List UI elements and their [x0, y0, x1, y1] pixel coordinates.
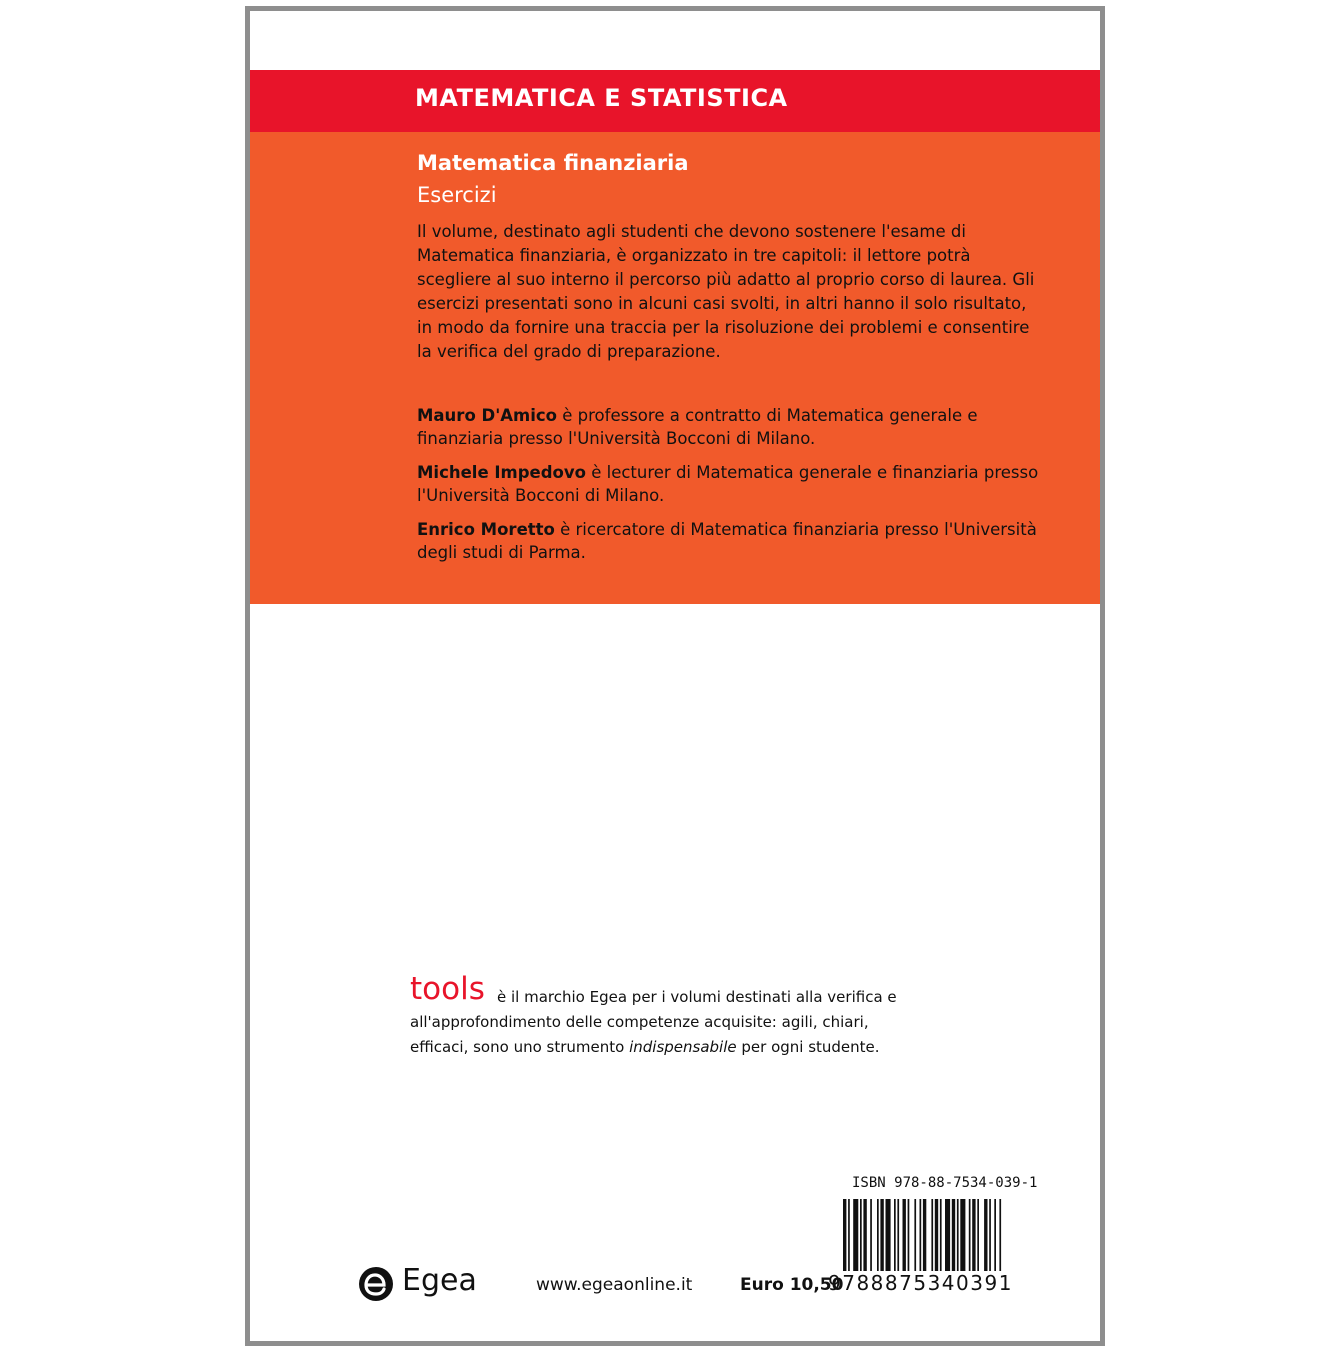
author-bio-text: è lecturer di Matematica generale e finanziaria presso [585, 463, 1039, 482]
book-subtitle: Esercizi [417, 183, 497, 207]
tools-text-line: all'approfondimento delle competenze acquisite: agili, chiari, [410, 1013, 869, 1031]
author-bio-text: è ricercatore di Matematica finanziaria presso l'Università [554, 520, 1037, 539]
tools-text-line [410, 1038, 880, 1056]
tools-brand-word: tools [410, 971, 485, 1007]
book-back-cover [245, 6, 1105, 1346]
book-title: Matematica finanziaria [417, 151, 689, 175]
author-name: Michele Impedovo [417, 463, 586, 482]
isbn: ISBN 978-88-7534-039-1 [852, 1175, 1038, 1191]
author-bio-text: è professore a contratto di Matematica generale e [557, 406, 978, 425]
author-bio-text: degli studi di Parma. [417, 543, 586, 562]
author-name: Enrico Moretto [417, 520, 555, 539]
author-bio-text: l'Università Bocconi di Milano. [417, 486, 665, 505]
description-line: Il volume, destinato agli studenti che devono sostenere l'esame di [417, 222, 966, 241]
price: Euro 10,50 [740, 1275, 844, 1295]
publisher-website: www.egeaonline.it [536, 1275, 693, 1295]
tools-text-line: è il marchio Egea per i volumi destinati alla verifica e [497, 988, 897, 1006]
author-bio-damico [417, 404, 1057, 450]
author-bio-moretto [417, 518, 1057, 564]
description-line: Matematica finanziaria, è organizzato in tre capitoli: il lettore potrà [417, 246, 971, 265]
category-label: MATEMATICA E STATISTICA [415, 84, 788, 112]
author-name: Mauro D'Amico [417, 406, 558, 425]
book-description [417, 220, 1047, 364]
description-line: in modo da fornire una traccia per la risoluzione dei problemi e consentire [417, 318, 1030, 337]
description-line: scegliere al suo interno il percorso più adatto al proprio corso di laurea. Gli [417, 270, 1035, 289]
tools-text-segment: efficaci, sono uno strumento [410, 1038, 630, 1056]
description-line: la verifica del grado di preparazione. [417, 342, 721, 361]
tools-text-segment: per ogni studente. [736, 1038, 880, 1056]
description-line: esercizi presentati sono in alcuni casi svolti, in altri hanno il solo risultato, [417, 294, 1027, 313]
category-band [250, 70, 1100, 132]
barcode-number: 9788875340391 [828, 1271, 1013, 1295]
author-bio-impedovo [417, 461, 1057, 507]
author-bio-text: finanziaria presso l'Università Bocconi di Milano. [417, 429, 816, 448]
tools-italic-word: indispensabile [629, 1038, 737, 1056]
publisher-name: Egea [402, 1263, 477, 1298]
egea-logo-icon [358, 1266, 394, 1302]
